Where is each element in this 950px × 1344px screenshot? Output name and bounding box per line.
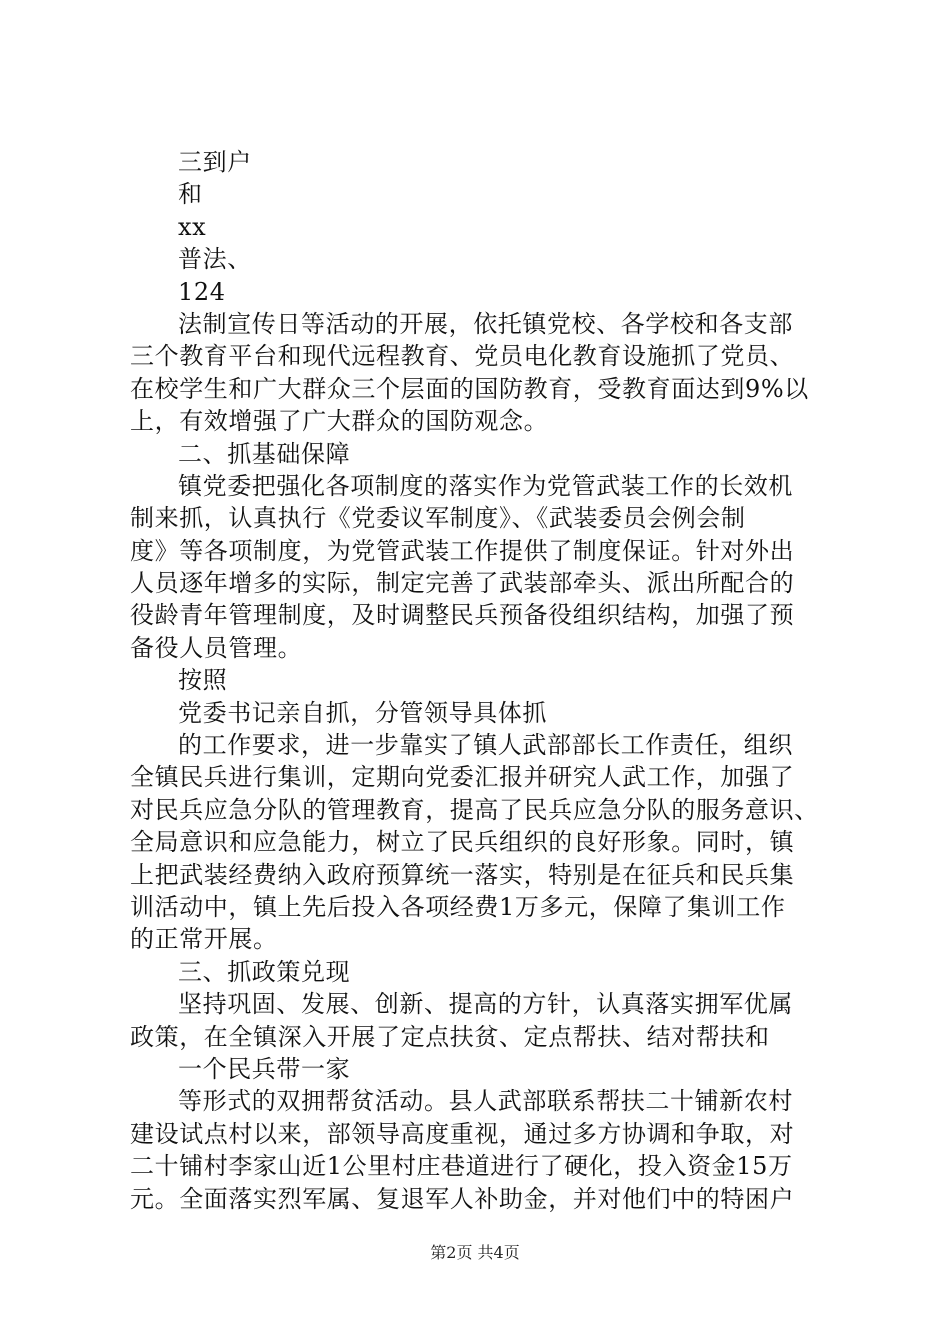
text-line: 二、抓基础保障 bbox=[178, 439, 351, 468]
text-line: xx bbox=[178, 212, 207, 241]
text-line: 普法、 bbox=[178, 245, 252, 274]
text-line: 上，有效增强了广大群众的国防观念。 bbox=[130, 407, 549, 436]
text-line: 党委书记亲自抓，分管领导具体抓 bbox=[178, 698, 547, 727]
text-line: 政策，在全镇深入开展了定点扶贫、定点帮扶、结对帮扶和 bbox=[130, 1022, 770, 1051]
text-line: 备役人员管理。 bbox=[130, 633, 303, 662]
text-line: 役龄青年管理制度，及时调整民兵预备役组织结构，加强了预 bbox=[130, 601, 795, 630]
text-line: 按照 bbox=[178, 666, 228, 695]
text-line: 在校学生和广大群众三个层面的国防教育，受教育面达到9%以 bbox=[130, 374, 809, 403]
text-line: 镇党委把强化各项制度的落实作为党管武装工作的长效机 bbox=[178, 471, 793, 500]
page-footer: 第2页 共4页 bbox=[430, 1243, 520, 1262]
text-line: 二十铺村李家山近1公里村庄巷道进行了硬化，投入资金15万 bbox=[130, 1152, 793, 1181]
text-line: 人员逐年增多的实际，制定完善了武装部牵头、派出所配合的 bbox=[130, 569, 795, 598]
text-line: 制来抓，认真执行《党委议军制度》、《武装委员会例会制 bbox=[130, 504, 746, 533]
text-line: 全镇民兵进行集训，定期向党委汇报并研究人武工作，加强了 bbox=[130, 763, 795, 792]
text-line: 法制宣传日等活动的开展，依托镇党校、各学校和各支部 bbox=[178, 309, 793, 338]
text-line: 等形式的双拥帮贫活动。县人武部联系帮扶二十铺新农村 bbox=[178, 1087, 793, 1116]
text-line: 和 bbox=[178, 180, 203, 209]
text-line: 三、抓政策兑现 bbox=[178, 957, 351, 986]
text-line: 三到户 bbox=[178, 148, 252, 176]
text-line: 度》等各项制度，为党管武装工作提供了制度保证。针对外出 bbox=[130, 536, 795, 565]
text-line: 全局意识和应急能力，树立了民兵组织的良好形象。同时，镇 bbox=[130, 828, 795, 857]
text-line: 对民兵应急分队的管理教育，提高了民兵应急分队的服务意识、 bbox=[130, 795, 819, 824]
text-line: 的正常开展。 bbox=[130, 925, 278, 954]
document-body bbox=[130, 146, 830, 1215]
text-line: 一个民兵带一家 bbox=[178, 1054, 351, 1083]
text-line: 三个教育平台和现代远程教育、党员电化教育设施抓了党员、 bbox=[130, 342, 795, 371]
text-line: 建设试点村以来，部领导高度重视，通过多方协调和争取，对 bbox=[130, 1119, 795, 1148]
text-line: 坚持巩固、发展、创新、提高的方针，认真落实拥军优属 bbox=[178, 990, 793, 1019]
text-line: 上把武装经费纳入政府预算统一落实，特别是在征兵和民兵集 bbox=[130, 860, 795, 889]
text-line: 的工作要求，进一步靠实了镇人武部部长工作责任，组织 bbox=[178, 731, 793, 760]
text-line: 元。全面落实烈军属、复退军人补助金，并对他们中的特困户 bbox=[130, 1184, 795, 1213]
text-line: 训活动中，镇上先后投入各项经费1万多元，保障了集训工作 bbox=[130, 892, 786, 921]
text-line: 124 bbox=[178, 277, 226, 306]
